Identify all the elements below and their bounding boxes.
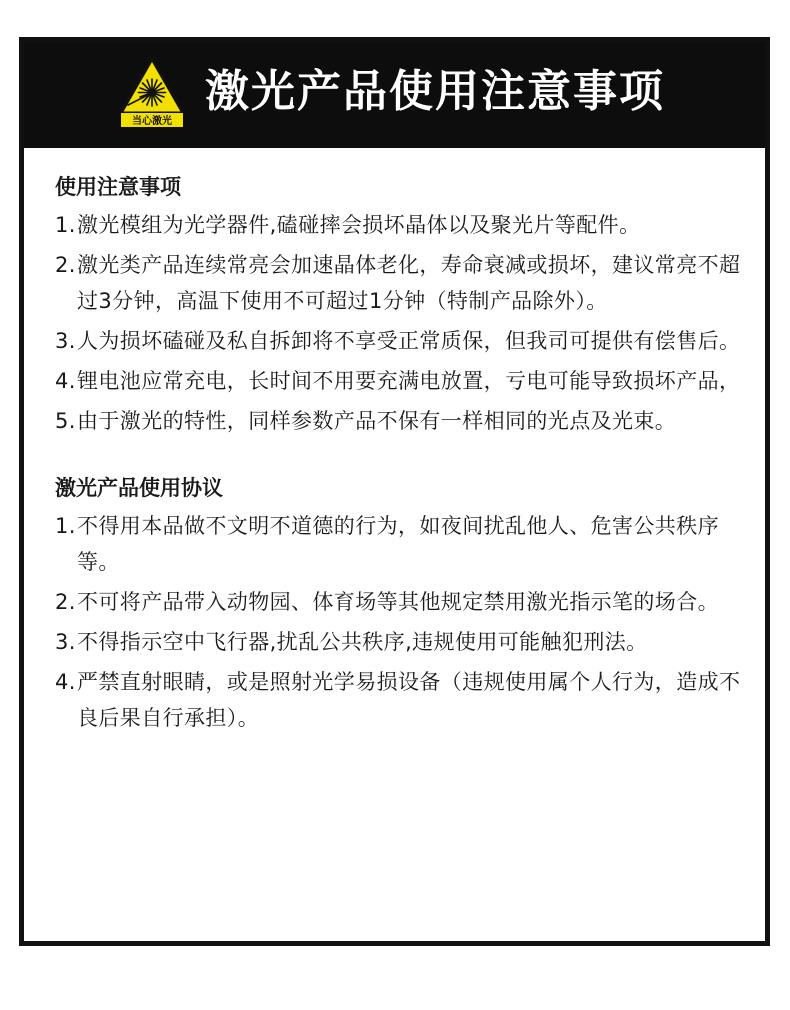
item-number: 1.: [55, 514, 76, 538]
list-item: [55, 584, 745, 620]
item-number: 4.: [55, 369, 76, 393]
item-text: 不得指示空中飞行器,扰乱公共秩序,违规使用可能触犯刑法。: [77, 630, 648, 654]
item-text: 锂电池应常充电，长时间不用要充满电放置，亏电可能导致损坏产品，: [77, 369, 741, 393]
item-text: 由于激光的特性，同样参数产品不保有一样相同的光点及光束。: [77, 409, 677, 433]
item-number: 5.: [55, 409, 76, 433]
page-title: 激光产品使用注意事项: [205, 66, 665, 117]
header-bar: [24, 42, 765, 148]
section-title-usage-agreement: 激光产品使用协议: [55, 476, 223, 500]
item-text: 人为损坏磕碰及私自拆卸将不享受正常质保，但我司可提供有偿售后。: [77, 329, 741, 353]
section-title-usage-notes: 使用注意事项: [55, 175, 181, 199]
list-item: [55, 323, 745, 359]
list-item: [55, 403, 745, 439]
item-number: 3.: [55, 630, 76, 654]
usage-notes-list: [55, 207, 745, 439]
item-number: 1.: [55, 213, 76, 237]
item-number: 2.: [55, 590, 76, 614]
item-text: 严禁直射眼睛，或是照射光学易损设备（违规使用属个人行为，造成不良后果自行承担）。: [77, 670, 741, 730]
item-text: 不可将产品带入动物园、体育场等其他规定禁用激光指示笔的场合。: [77, 590, 719, 614]
notice-frame: [19, 37, 770, 946]
item-number: 3.: [55, 329, 76, 353]
item-number: 4.: [55, 670, 76, 694]
usage-agreement-list: [55, 508, 745, 736]
item-number: 2.: [55, 253, 76, 277]
laser-warning-icon: [119, 57, 185, 127]
list-item: [55, 664, 745, 736]
list-item: [55, 508, 745, 580]
list-item: [55, 207, 745, 243]
list-item: [55, 247, 745, 319]
list-item: [55, 624, 745, 660]
content-area: [55, 172, 745, 740]
item-text: 激光类产品连续常亮会加速晶体老化，寿命衰减或损坏，建议常亮不超过3分钟，高温下使用不可超过1分钟（特制产品除外）。: [77, 253, 741, 313]
list-item: [55, 363, 745, 399]
item-text: 激光模组为光学器件,磕碰摔会损坏晶体以及聚光片等配件。: [77, 213, 641, 237]
item-text: 不得用本品做不文明不道德的行为，如夜间扰乱他人、危害公共秩序等。: [77, 514, 719, 574]
warning-label: 当心激光: [132, 116, 172, 127]
